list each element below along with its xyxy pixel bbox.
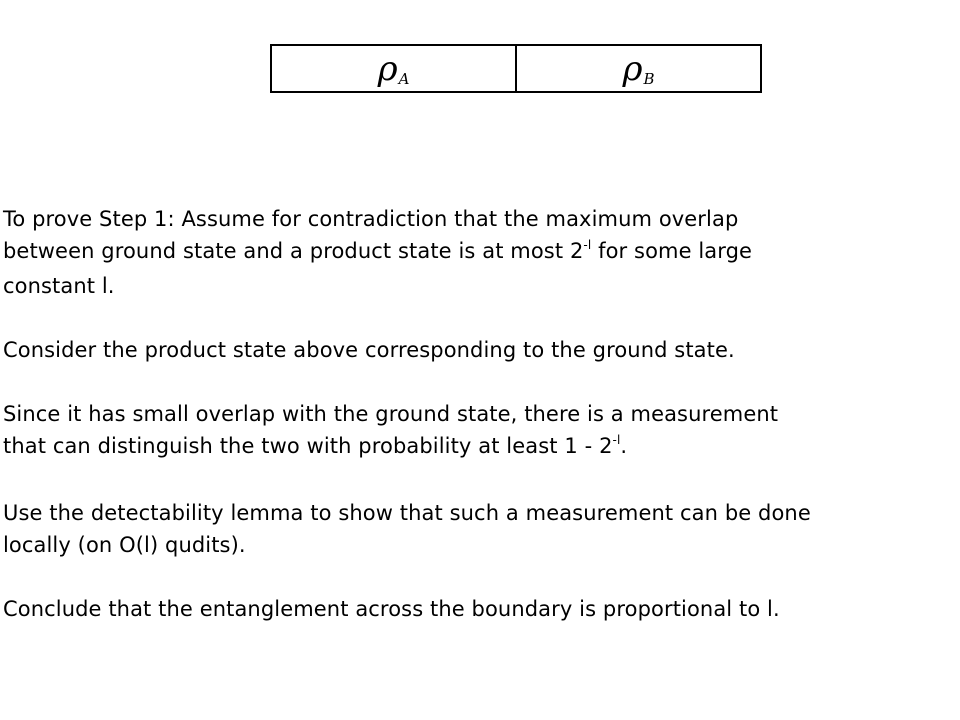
body-text [3,203,948,625]
superscript: -l [583,238,592,252]
paragraph-measurement [3,398,948,465]
paragraph-detectability [3,497,948,561]
rho-symbol: ρ [622,48,643,89]
rho-a-cell [272,46,515,91]
text-line: To prove Step 1: Assume for contradiction that the maximum overlap [3,207,739,231]
rho-table [270,44,762,93]
text-line [3,430,948,465]
rho-subscript: A [398,69,410,88]
text-line: locally (on O(l) qudits). [3,533,246,557]
paragraph-conclude [3,593,948,625]
text-span: . [620,434,628,458]
text-line: Use the detectability lemma to show that such a measurement can be done [3,501,811,525]
rho-subscript: B [643,69,655,88]
text-line: Consider the product state above corresponding to the ground state. [3,338,735,362]
text-line [3,235,948,270]
text-line: Conclude that the entanglement across the boundary is proportional to l. [3,597,780,621]
paragraph-consider [3,334,948,366]
text-span: that can distinguish the two with probability at least 1 - 2 [3,434,613,458]
paragraph-step1 [3,203,948,302]
text-line: Since it has small overlap with the ground state, there is a measurement [3,402,779,426]
rho-symbol: ρ [377,48,398,89]
text-span: for some large [591,239,753,263]
text-line: constant l. [3,274,115,298]
rho-b-cell [515,46,760,91]
text-span: between ground state and a product state is at most 2 [3,239,584,263]
superscript: -l [612,433,621,447]
